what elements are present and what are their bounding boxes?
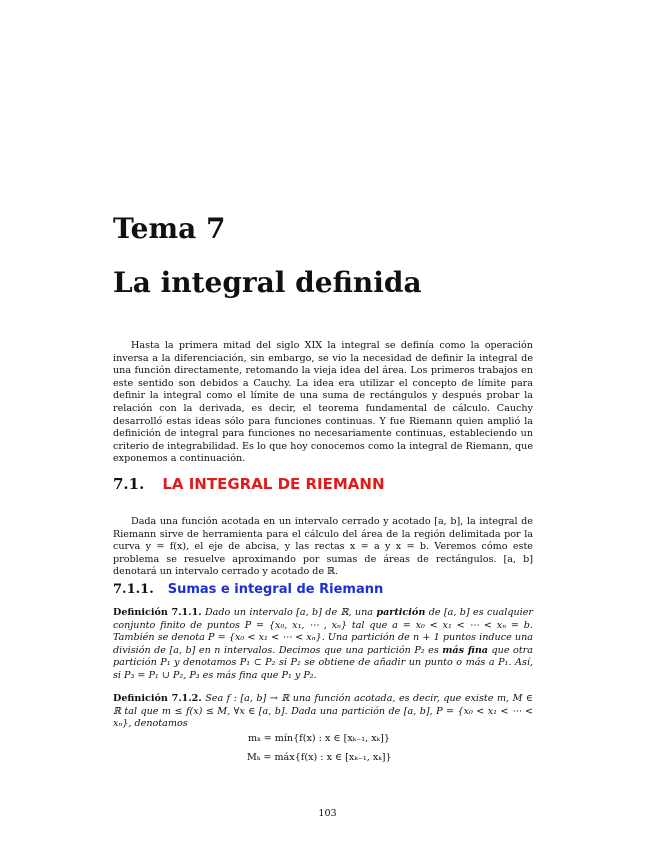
intro-paragraph: Hasta la primera mitad del siglo XIX la integral se definía como la operación inversa a la diferenciación, sin embargo, se vio la necesidad de definir la integral de una función directamente, retomando la vieja idea del área. Los primeros trabajos en este sentido son debidos a Cauchy. La idea era utilizar el concepto de límite para definir la integral como el límite de una suma de rectángulos y después probar la relación con la derivada, es decir, el teorema fundamental de cálculo. Cauchy desarrolló estas ideas sólo para funciones continuas. Y fue Riemann quien amplió la definición de integral para funciones no necesariamente continuas, estableciendo un criterio de integrabilidad. Es lo que hoy conocemos como la integral de Riemann, que exponemos a continuación. [113, 340, 533, 465]
definition-1-text-c: que otra partición P₁ y denotamos P₁ ⊂ P₂ si P₂ se obtiene de añadir un punto o más a P₁. Así, si P₃ = P₁ ∪ P₂, P₃ es más fina que P₁ y P₂. [113, 644, 533, 681]
section-title: LA INTEGRAL DE RIEMANN [162, 475, 385, 493]
definition-7-1-2 [113, 693, 533, 731]
chapter-title: La integral definida [113, 266, 422, 299]
definition-1-term-mas-fina: más fina [442, 644, 489, 656]
formula-m-k: mₖ = mín{f(x) : x ∈ [xₖ₋₁, xₖ]} [248, 733, 390, 744]
chapter-number: Tema 7 [113, 212, 226, 245]
definition-1-text-a: Dado un intervalo [a, b] de ℝ, una [204, 607, 373, 618]
definition-7-1-1 [113, 607, 533, 683]
formula-M-k: Mₖ = máx{f(x) : x ∈ [xₖ₋₁, xₖ]} [247, 752, 392, 763]
definition-2-text: Sea f : [a, b] → ℝ una función acotada, es decir, que existe m, M ∈ ℝ tal que m ≤ f(x) ≤ M, ∀x ∈ [a, b]. Dada una partición de [a, b], P = {x₀ < x₁ < ⋯ < xₙ}, denotamos [113, 693, 533, 730]
definition-2-label: Definición 7.1.2. [113, 693, 202, 704]
section-block [113, 516, 533, 579]
definition-1-term-particion: partición [376, 607, 426, 618]
subsection-title: Sumas e integral de Riemann [167, 582, 384, 597]
page-number: 103 [318, 808, 337, 819]
section-number: 7.1. [113, 475, 145, 493]
intro-block [113, 340, 533, 466]
section-heading [113, 475, 385, 493]
subsection-number: 7.1.1. [113, 582, 154, 597]
section-paragraph: Dada una función acotada en un intervalo cerrado y acotado [a, b], la integral de Riemann sirve de herramienta para el cálculo del área de la región delimitada por la curva y = f(x), el eje de abcisa, y las rectas x = a y x = b. Veremos cómo este problema se resuelve aproximando por sumas de áreas de rectángulos. [a, b] denotará un intervalo cerrado y acotado de ℝ. [113, 516, 533, 578]
definition-1-label: Definición 7.1.1. [113, 607, 202, 618]
definition-1-text-b: de [a, b] es cualquier conjunto finito de puntos P = {x₀, x₁, ⋯ , xₙ} tal que a = x₀ < x₁ < ⋯ < xₙ = b. También se denota P = {x₀ < x₁ < ⋯ < xₙ}. Una partición de n + 1 puntos induce una división de [a, b] en n intervalos. Decimos que una partición P₂ es [113, 607, 534, 656]
subsection-heading [113, 582, 383, 597]
